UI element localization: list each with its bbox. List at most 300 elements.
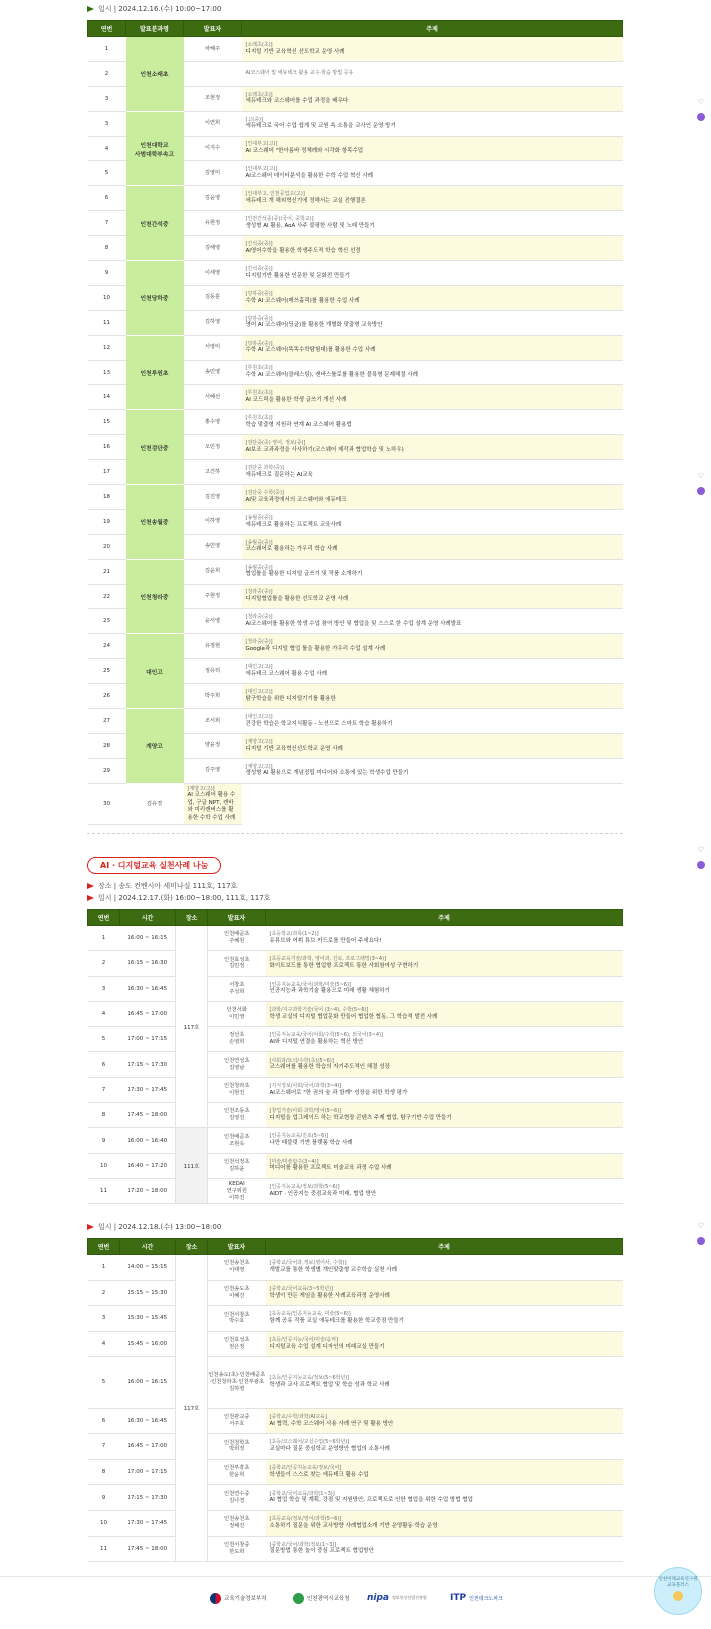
logo-nipa[interactable]: nipa 정보통신산업진흥원: [367, 1593, 427, 1603]
presenter-cell: 김동훈: [184, 285, 242, 310]
topic-cell: [242, 335, 623, 360]
row-number: 25: [88, 659, 126, 684]
section2-date: 일시 | 2024.12.17.(화) 16:00~18:00, 111호, 117호: [98, 894, 271, 902]
group-cell: 대인고: [126, 634, 184, 709]
topic-category: [대인고(고)]: [245, 713, 273, 720]
table-row: [88, 1510, 623, 1536]
presenter-cell: 유현정: [184, 211, 242, 236]
topic-title: AI 협업 학습 및 계획, 강점 및 지원방안, 프로젝트로 인한 협업을 위한 수업 방법 협업: [269, 1497, 473, 1504]
topic-cell: [242, 659, 623, 684]
topic-cell: [266, 1306, 623, 1332]
topic-category: [중학교/국어/과학/정보(1~3)]: [269, 1541, 337, 1548]
topic-category: [계양고(고)]: [245, 738, 273, 745]
topic-title: 디지털 기반 교육혁신선도학교 운영 사례: [245, 745, 343, 752]
time-cell: 16:00 ~ 16:15: [120, 926, 176, 951]
topic-category: [창업기술/사회·과학/영어(5~6)]: [269, 1108, 342, 1115]
chatbot-button[interactable]: [654, 1567, 702, 1615]
row-number: 3: [88, 111, 126, 136]
row-number: 1: [88, 926, 120, 951]
topic-category: [인대부고(고)]: [245, 141, 278, 148]
room-cell: 117호: [176, 926, 208, 1128]
column-header: 연번: [88, 21, 126, 37]
presenter-cell: 송민영: [184, 534, 242, 559]
row-number: 13: [88, 360, 126, 385]
group-cell: 인천간석중: [126, 186, 184, 261]
topic-title: 코스웨어를 활용한 학습의 자기주도적인 해결 성장: [269, 1064, 390, 1071]
table-row: [88, 335, 623, 360]
time-cell: 16:40 ~ 17:20: [120, 1153, 176, 1178]
row-number: 8: [88, 1459, 120, 1485]
presenter-cell: 인천관교중 서주호: [208, 1408, 266, 1434]
topic-cell: [266, 1128, 623, 1153]
column-header: 주제: [242, 21, 623, 37]
presenter-cell: 인천석정초 김하윤: [208, 1153, 266, 1178]
topic-title: 디지털협업툴을 활용한 선도학교 운영 사례: [245, 596, 349, 603]
topic-title: 유튜브와 어휘 튜브 카드로를 만들어 주세요다!: [269, 937, 382, 944]
topic-cell: [242, 709, 623, 734]
table-row: [88, 1255, 623, 1281]
presenter-cell: 인천서창초 박수호: [208, 1306, 266, 1332]
topic-category: [중학교/국어교육(3~5학년)]: [269, 1285, 334, 1292]
time-cell: 16:15 ~ 16:30: [120, 951, 176, 976]
time-cell: 17:45 ~ 18:00: [120, 1103, 176, 1128]
topic-category: [당하중(중)]: [245, 290, 273, 297]
topic-title: 디지털을 업그레이드 하는 학교현장 콘텐츠 주제 협업, 탐구기반 수업 만들기: [269, 1114, 452, 1121]
time-cell: 16:00 ~ 16:15: [120, 1357, 176, 1408]
topic-cell: [266, 1052, 623, 1077]
topic-category: [계양고(고)]: [245, 763, 273, 770]
table-row: [88, 1536, 623, 1562]
topic-cell: [266, 1536, 623, 1562]
time-cell: 17:20 ~ 18:00: [120, 1178, 176, 1203]
heart-icon[interactable]: ♡: [697, 1222, 705, 1230]
presenter-cell: 차혜주: [184, 37, 242, 62]
topic-title: 디지털기반 활용한 인문한 및 문화전 만들기: [245, 272, 350, 279]
topic-title: AI코스웨어를 활용한 학생 수업 참여 방안 및 협업을 및 스스로 한 수업 설계 운영 사례발표: [245, 621, 462, 628]
presenter-cell: 이하영: [184, 509, 242, 534]
topic-cell: [242, 758, 623, 783]
topic-category: [초등교육기술/과학, 영어과, 진로, 프로그래밍(3~4)]: [269, 956, 387, 963]
time-cell: 16:30 ~ 16:45: [120, 1408, 176, 1434]
row-number: 29: [88, 758, 126, 783]
topic-category: [루원초(초)]: [245, 415, 273, 422]
presenter-cell: 조현정: [184, 86, 242, 111]
table-row: [88, 1357, 623, 1408]
presenter-cell: 김하영: [184, 310, 242, 335]
table-row: [88, 261, 623, 286]
heart-icon[interactable]: ♡: [697, 472, 705, 480]
group-cell: 인천검단중: [126, 410, 184, 485]
topic-cell: [266, 1077, 623, 1102]
menu-dot-icon[interactable]: [697, 487, 705, 495]
presenter-cell: 이세영: [184, 261, 242, 286]
group-cell: 인천송월중: [126, 485, 184, 560]
topic-category: [루원초(초)]: [245, 365, 273, 372]
row-number: 6: [88, 1052, 120, 1077]
column-header: 발표자: [184, 21, 242, 37]
topic-cell: [266, 1434, 623, 1460]
table-row: [88, 1459, 623, 1485]
table-row: [88, 186, 623, 211]
topic-category: [인공지능교육/국어/과학/미술(5~6)]: [269, 981, 351, 988]
topic-category: [초등/인공지능교육/정보(5~6학년)]: [269, 1375, 350, 1382]
topic-category: [송월중(중)]: [245, 514, 273, 521]
row-number: 20: [88, 534, 126, 559]
presenter-cell: 인천청라초 이현진: [208, 1077, 266, 1102]
time-cell: 16:45 ~ 17:00: [120, 1434, 176, 1460]
ministry-emblem-icon: [210, 1593, 221, 1604]
section2-table: [87, 909, 623, 1204]
row-number: 10: [88, 1510, 120, 1536]
time-cell: 17:15 ~ 17:30: [120, 1485, 176, 1511]
topic-title: 소통하기 질문을 위한 교사방향 사례협업소개 기반 운영활동 학습 운영: [269, 1522, 438, 1529]
time-cell: 17:45 ~ 18:00: [120, 1536, 176, 1562]
table-row: [88, 1077, 623, 1102]
topic-title: 개발교를 통한 학생별 개인맞춤형 교수학습 실천 사례: [269, 1266, 397, 1273]
row-number: 11: [88, 310, 126, 335]
table-row: [88, 709, 623, 734]
row-number: 24: [88, 634, 126, 659]
topic-category: [루원초(초)]: [245, 390, 273, 397]
presenter-cell: 인천배곧초 조현옥: [208, 1128, 266, 1153]
topic-title: 에듀테크로 국어 수업 쉽게 및 교원 속 소통을 교사인 운영 방기: [245, 123, 396, 130]
topic-cell: [242, 37, 623, 62]
time-cell: 17:30 ~ 17:45: [120, 1510, 176, 1536]
topic-cell: [242, 534, 623, 559]
row-number: 15: [88, 410, 126, 435]
topic-category: [검단중(중) 영어, 정보(중)]: [245, 440, 306, 447]
presenter-cell: 이연희: [184, 111, 242, 136]
column-header: 장소: [176, 1239, 208, 1255]
row-number: 14: [88, 385, 126, 410]
topic-title: AI 코드릭을 활용한 학생 글쓰기 개선 사례: [245, 397, 347, 404]
topic-title: AI 코스웨어 "한아름바 정체례와 시각화 항목수업: [245, 148, 364, 155]
column-header: 연번: [88, 1239, 120, 1255]
row-number: 5: [88, 1357, 120, 1408]
table-row: [88, 1153, 623, 1178]
chatbot-mascot-icon: [673, 1591, 683, 1601]
presenter-cell: 인천청학초 박희정: [208, 1434, 266, 1460]
topic-category: [초등/인공지능/국어/미술/음악]: [269, 1336, 339, 1343]
column-header: 발표분과명: [126, 21, 184, 37]
presenter-cell: 인천조동초 김영진: [208, 1103, 266, 1128]
column-header: 장소: [176, 910, 208, 926]
topic-cell: [242, 111, 623, 136]
group-cell: 인천청라중: [126, 559, 184, 634]
topic-category: [고(중)]: [245, 116, 263, 123]
topic-cell: [242, 584, 623, 609]
table-row: [88, 410, 623, 435]
topic-category: [초등학교/과목(1~2)]: [269, 931, 319, 938]
topic-category: [소래초(초)]: [245, 91, 273, 98]
presenter-cell: 조서희: [184, 709, 242, 734]
presenter-cell: 인천배곧초 주혜원: [208, 926, 266, 951]
topic-category: [초등/코스웨어/교실수업(5~6학년)]: [269, 1439, 350, 1446]
row-number: 5: [88, 161, 126, 186]
row-number: 3: [88, 976, 120, 1001]
row-number: 10: [88, 285, 126, 310]
topic-category: [중학교/국어과,정보(영어사, 수학)]: [269, 1260, 347, 1267]
column-header: 시간: [120, 910, 176, 926]
presenter-cell: 정선초 손영희: [208, 1027, 266, 1052]
heart-icon[interactable]: ♡: [697, 846, 705, 854]
topic-category: [미술/미술탐구(3~4)]: [269, 1158, 319, 1165]
topic-title: 수학 AI 코스웨어(똑똑수학탐험대)를 활용한 수업 사례: [245, 347, 376, 354]
topic-title: AI코스웨어로 "한 권의 숲 과 함께" 성장을 위한 학생 평가: [269, 1089, 408, 1096]
row-number: 2: [88, 61, 126, 86]
presenter-cell: 인천부흥초 한윤희: [208, 1459, 266, 1485]
topic-category: [간석중(중)]: [245, 265, 273, 272]
topic-category: [대인고(고)]: [245, 689, 273, 696]
group-cell: 인천대학교 사범대학부속고: [126, 111, 184, 186]
topic-title: 학생 교실의 디지털 협업문화 만들어 협업한 협동, 그 학습적 발전 사례: [269, 1013, 438, 1020]
table-row: [88, 926, 623, 951]
presenter-cell: 인천서화 이민영: [208, 1001, 266, 1026]
column-header: 발표자: [208, 1239, 266, 1255]
presenter-cell: 인천연성초 김영남: [208, 1052, 266, 1077]
topic-cell: [242, 261, 623, 286]
time-cell: 14:00 ~ 15:15: [120, 1255, 176, 1281]
topic-cell: [242, 360, 623, 385]
topic-title: 에듀테크로 질문하는 AI교육: [245, 471, 313, 478]
topic-category: [인천간석중(중)(국어, 중학교)]: [245, 216, 314, 223]
topic-title: 학생과 교사 프로젝트 협업 및 학습 성과 학교 사례: [269, 1382, 390, 1389]
presenter-cell: 이지수: [184, 136, 242, 161]
topic-cell: [242, 634, 623, 659]
topic-cell: [266, 951, 623, 976]
presenter-cell: 서영미: [184, 335, 242, 360]
topic-title: AI와 디지털 연결을 활용하는 혁신 방안: [269, 1039, 364, 1045]
logo-itp[interactable]: ITP 인천테크노파크: [450, 1593, 503, 1603]
topic-cell: [266, 1103, 623, 1128]
topic-title: 수학 AI 코스웨어(매쓰홀릭)를 활용한 수업 사례: [245, 297, 360, 304]
table-row: [88, 1001, 623, 1026]
row-number: 5: [88, 1027, 120, 1052]
topic-title: 에듀테크 코스웨어 활용 수업 사례: [245, 670, 327, 677]
row-number: 9: [88, 261, 126, 286]
topic-category: [청라중(중)]: [245, 639, 273, 646]
row-number: 1: [88, 37, 126, 62]
topic-category: [대인고(고)]: [245, 664, 273, 671]
table-row: [88, 1052, 623, 1077]
topic-cell: [266, 1459, 623, 1485]
logo-incheon-office[interactable]: 인천광역시교육청: [293, 1591, 350, 1605]
topic-title: Google과 디지털 협업 툴을 활용한 가우리 수업 설계 사례: [245, 645, 386, 652]
topic-category: [간석중(중)]: [245, 240, 273, 247]
topic-cell: [242, 385, 623, 410]
presenter-cell: 송민영: [184, 360, 242, 385]
table-row: [88, 976, 623, 1001]
topic-title: AI영어수학을 활용한 학생주도적 학습 혁신 선정: [245, 247, 361, 254]
row-number: 1: [88, 1255, 120, 1281]
topic-category: [지식정보/사회/국어/과학(3~4)]: [269, 1082, 342, 1089]
table-row: [88, 783, 623, 824]
room-cell: 117호: [176, 1255, 208, 1562]
topic-cell: [266, 1027, 623, 1052]
arrow-icon: [87, 1224, 94, 1230]
topic-category: [초등교육/인공지능교육, 미술(5~6)]: [269, 1311, 351, 1318]
presenter-cell: 윤서영: [184, 609, 242, 634]
table-row: [88, 634, 623, 659]
row-number: 23: [88, 609, 126, 634]
row-number: 11: [88, 1536, 120, 1562]
topic-category: [당하중(중)]: [245, 315, 273, 322]
topic-title: 에듀테크와 코스웨어를 수업 과정을 배우다: [245, 98, 349, 105]
group-cell: 인천소래초: [126, 37, 184, 112]
topic-cell: [242, 733, 623, 758]
presenter-cell: 정유리: [184, 659, 242, 684]
row-number: 2: [88, 951, 120, 976]
table-row: [88, 111, 623, 136]
topic-title: 학생이 만든 게임을 활용한 사례교육과정 운영사례: [269, 1292, 390, 1299]
section2-badge: AI · 디지털교육 실천사례 나눔: [87, 857, 221, 874]
arrow-icon: [87, 6, 94, 12]
presenter-cell: 서혜선: [184, 385, 242, 410]
arrow-icon: [87, 883, 94, 889]
topic-category: [인공지능교육/정보/과학(5~6)]: [269, 1184, 340, 1191]
logo-ministry[interactable]: 교육기술정보부처: [210, 1591, 267, 1605]
topic-title: AI및 교육과정에서의 코스웨어와 에듀테크: [245, 496, 347, 503]
topic-cell: [242, 609, 623, 634]
time-cell: 16:30 ~ 16:45: [120, 976, 176, 1001]
topic-title: 디지털교육 수업 설계 디자인의 미래교실 만들기: [269, 1343, 385, 1350]
topic-category: [중학교/인공지능교육/정보/국어]: [269, 1464, 342, 1471]
presenter-cell: 인천연수중 김나경: [208, 1485, 266, 1511]
heart-icon[interactable]: ♡: [697, 98, 705, 106]
topic-cell: [266, 1255, 623, 1281]
topic-category: [초등교육/정보/영어/과학(5~6)]: [269, 1516, 342, 1523]
topic-title: AIDT · 인공지능 중점교육과 미래, 협업 방안: [269, 1190, 377, 1197]
footer-divider: [0, 1576, 711, 1577]
topic-cell: [242, 559, 623, 584]
presenter-cell: [184, 61, 242, 86]
topic-category: [송월중(중)]: [245, 539, 273, 546]
row-number: 18: [88, 485, 126, 510]
topic-cell: [242, 61, 623, 86]
row-number: 4: [88, 1331, 120, 1357]
row-number: 2: [88, 1280, 120, 1306]
topic-title: 학생들이 스스로 찾는 에듀테크 활용 수업: [269, 1471, 369, 1478]
topic-title: 수학 AI 코스웨어(클래스팅), 캔바스툴로를 활용한 블록형 문제해결 사례: [245, 372, 418, 379]
presenter-cell: 인천송천초 이태영: [208, 1255, 266, 1281]
presenter-cell: 김윤희: [184, 559, 242, 584]
time-cell: 17:00 ~ 17:15: [120, 1027, 176, 1052]
group-cell: 인천루원초: [126, 335, 184, 410]
topic-cell: [266, 1153, 623, 1178]
presenter-cell: 인천효성초 김민정: [208, 951, 266, 976]
row-number: 30: [88, 783, 126, 824]
section2-date-line: [87, 893, 270, 903]
chatbot-label: 인천미래교육연구원 교육플러스: [658, 1577, 698, 1588]
topic-category: [계양고(고)]: [187, 785, 215, 792]
section3-date: 일시 | 2024.12.18.(수) 13:00~18:00: [98, 1223, 222, 1231]
topic-cell: [242, 435, 623, 460]
section1-date-line: [87, 4, 221, 14]
group-cell: 인천당하중: [126, 261, 184, 336]
menu-dot-icon[interactable]: [697, 1237, 705, 1245]
row-number: 28: [88, 733, 126, 758]
table-row: [88, 1128, 623, 1153]
topic-category: [청라중(중)]: [245, 614, 273, 621]
row-number: 7: [88, 1434, 120, 1460]
presenter-cell: 홍수영: [184, 410, 242, 435]
topic-title: AI코스웨어 데이터분석을 활용한 수학 수업 혁신 사례: [245, 173, 373, 180]
topic-title: 인공지능과 과학기술 활용으로 미래 생활 체험하기: [269, 988, 390, 995]
topic-cell: [266, 1280, 623, 1306]
presenter-cell: 인천송도(초)·인천배곧초·인천청라초·인천부광초 김하영: [208, 1357, 266, 1408]
row-number: 12: [88, 335, 126, 360]
table-row: [88, 951, 623, 976]
topic-title: AI 코스웨어 활용 수업, 구글 NPT, 캔바와 미리캔버스를 활용한 수학 수업 사례: [187, 792, 236, 821]
section3-date-line: [87, 1222, 221, 1232]
topic-cell: [266, 926, 623, 951]
row-number: 9: [88, 1128, 120, 1153]
presenter-cell: 인천송도초 이혜진: [208, 1280, 266, 1306]
topic-cell: [242, 285, 623, 310]
row-number: 9: [88, 1485, 120, 1511]
presenter-cell: 박주희: [184, 684, 242, 709]
topic-title: 생성형 AI 활용으로 개념정립 미디어와 소통에 있는 학생수업 만들기: [245, 770, 409, 777]
presenter-cell: 주현정: [184, 584, 242, 609]
topic-category: AI코스웨어 및 에듀테크 활용 교수·학습 방법 공유: [245, 70, 354, 77]
column-header: 연번: [88, 910, 120, 926]
topic-cell: [266, 1001, 623, 1026]
menu-dot-icon[interactable]: [697, 113, 705, 121]
row-number: 16: [88, 435, 126, 460]
topic-cell: [242, 485, 623, 510]
table-row: [88, 1280, 623, 1306]
topic-category: [인공지능교육/진로(5~6)]: [269, 1133, 329, 1140]
table-row: [88, 1306, 623, 1332]
arrow-icon: [87, 895, 94, 901]
topic-cell: [242, 86, 623, 111]
topic-title: 생성형 AI 활용, AoA 사주 불평한 사람 및 노래 만들기: [245, 222, 375, 229]
topic-category: [검단중 과학(중)]: [245, 465, 284, 471]
presenter-cell: 유정현: [184, 634, 242, 659]
row-number: 19: [88, 509, 126, 534]
row-number: 4: [88, 136, 126, 161]
topic-category: [인대부고, 인천공업고(고)]: [245, 191, 305, 198]
topic-category: [중학교/수학/과학/AI교육]: [269, 1413, 327, 1420]
section2-place-line: [87, 881, 237, 891]
topic-cell: [242, 186, 623, 211]
row-number: 6: [88, 186, 126, 211]
menu-dot-icon[interactable]: [697, 861, 705, 869]
topic-title: 협업툴을 활용한 디지털 글쓰기 및 작품 소개하기: [245, 571, 363, 578]
presenter-cell: 김윤영: [184, 186, 242, 211]
topic-cell: [242, 161, 623, 186]
topic-cell: [266, 1408, 623, 1434]
topic-title: 미디어를 활용한 프로젝트 미술교육 과정 수업 사례: [269, 1165, 392, 1172]
row-number: 11: [88, 1178, 120, 1203]
topic-category: [인공지능교육/국어/사회/수학(5~6), 외국어(3~4)]: [269, 1032, 383, 1039]
column-header: 발표자: [208, 910, 266, 926]
table-row: [88, 37, 623, 62]
topic-title: 영어 AI 코스웨어(딩글)를 활용한 개별화 맞춤형 교육방안: [245, 322, 383, 329]
row-number: 8: [88, 1103, 120, 1128]
time-cell: 15:45 ~ 16:00: [120, 1331, 176, 1357]
table-row: [88, 1103, 623, 1128]
topic-title: 학습 맞춤형 지원과 연계 AI 코스웨어 활용법: [245, 421, 352, 428]
row-number: 4: [88, 1001, 120, 1026]
column-header: 주제: [266, 1239, 623, 1255]
topic-title: 함께 공유 작품 교실 에듀테크를 활용한 학교중점 만들기: [269, 1318, 404, 1325]
table-row: [88, 1408, 623, 1434]
presenter-cell: 오민정: [184, 435, 242, 460]
topic-cell: [266, 1485, 623, 1511]
presenter-cell: KEDAI 연구위원 이하진: [208, 1178, 266, 1203]
topic-category: [검단중 수학(중)]: [245, 489, 284, 496]
